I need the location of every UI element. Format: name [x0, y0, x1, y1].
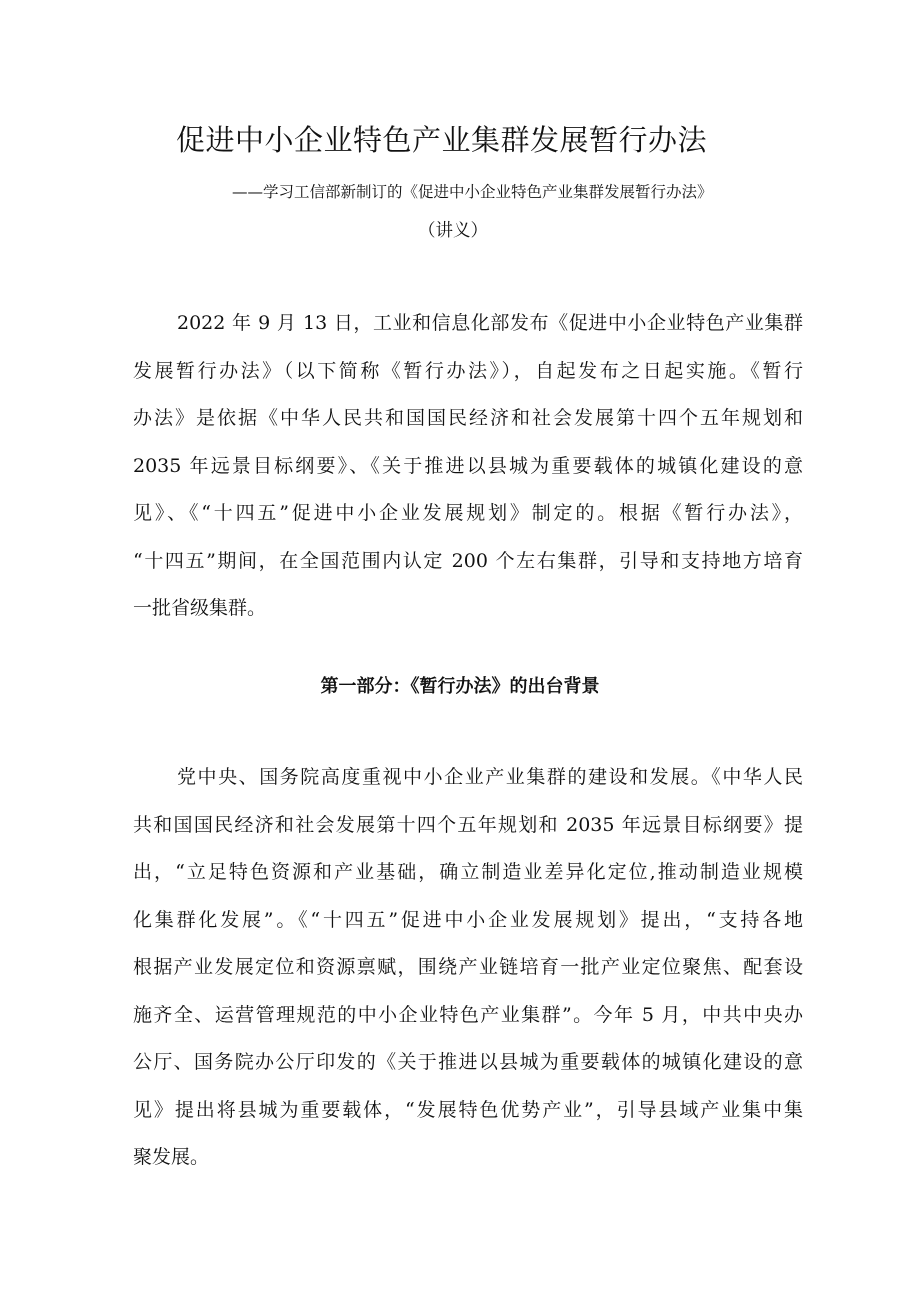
intro-line: 2022 年 9 月 13 日，工业和信息化部发布《促进中小企业特色产业集群 [177, 312, 803, 334]
section-line: 施齐全、运营管理规范的中小企业特色产业集群”。今年 5 月，中共中央办 [133, 1003, 803, 1026]
intro-line: 一批省级集群。 [133, 597, 267, 619]
intro-line: 发展暂行办法》（以下简称《暂行办法》），自起发布之日起实施。《暂行 [133, 359, 803, 382]
document-note: （讲义） [418, 221, 488, 241]
intro-line: 办法》是依据《中华人民共和国国民经济和社会发展第十四个五年规划和 [133, 407, 803, 429]
section-line: 化集群化发展”。《“十四五”促进中小企业发展规划》提出，“支持各地 [133, 908, 803, 931]
intro-line: “十四五”期间，在全国范围内认定 200 个左右集群，引导和支持地方培育 [133, 549, 803, 572]
intro-paragraph [133, 300, 803, 633]
section-line: 公厅、国务院办公厅印发的《关于推进以县城为重要载体的城镇化建设的意 [133, 1051, 803, 1073]
section-line: 共和国国民经济和社会发展第十四个五年规划和 2035 年远景目标纲要》提 [133, 813, 803, 836]
section-line: 出，“立足特色资源和产业基础，确立制造业差异化定位,推动制造业规模 [133, 861, 803, 883]
intro-line: 见》、《“十四五”促进中小企业发展规划》制定的。根据《暂行办法》， [133, 502, 803, 524]
section-line: 聚发展。 [133, 1146, 210, 1168]
intro-line: 2035 年远景目标纲要》、《关于推进以县城为重要载体的城镇化建设的意 [133, 454, 803, 477]
section-paragraph [133, 754, 803, 1182]
section-line: 党中央、国务院高度重视中小企业产业集群的建设和发展。《中华人民 [177, 766, 803, 788]
document-subtitle: ——学习工信部新制订的《促进中小企业特色产业集群发展暂行办法》 [232, 183, 713, 201]
section-heading: 第一部分：《暂行办法》的出台背景 [320, 676, 600, 697]
section-line: 见》提出将县城为重要载体，“发展特色优势产业”，引导县域产业集中集 [133, 1098, 803, 1121]
section-line: 根据产业发展定位和资源禀赋，围绕产业链培育一批产业定位聚焦、配套设 [133, 956, 803, 978]
document-title: 促进中小企业特色产业集群发展暂行办法 [176, 123, 708, 157]
